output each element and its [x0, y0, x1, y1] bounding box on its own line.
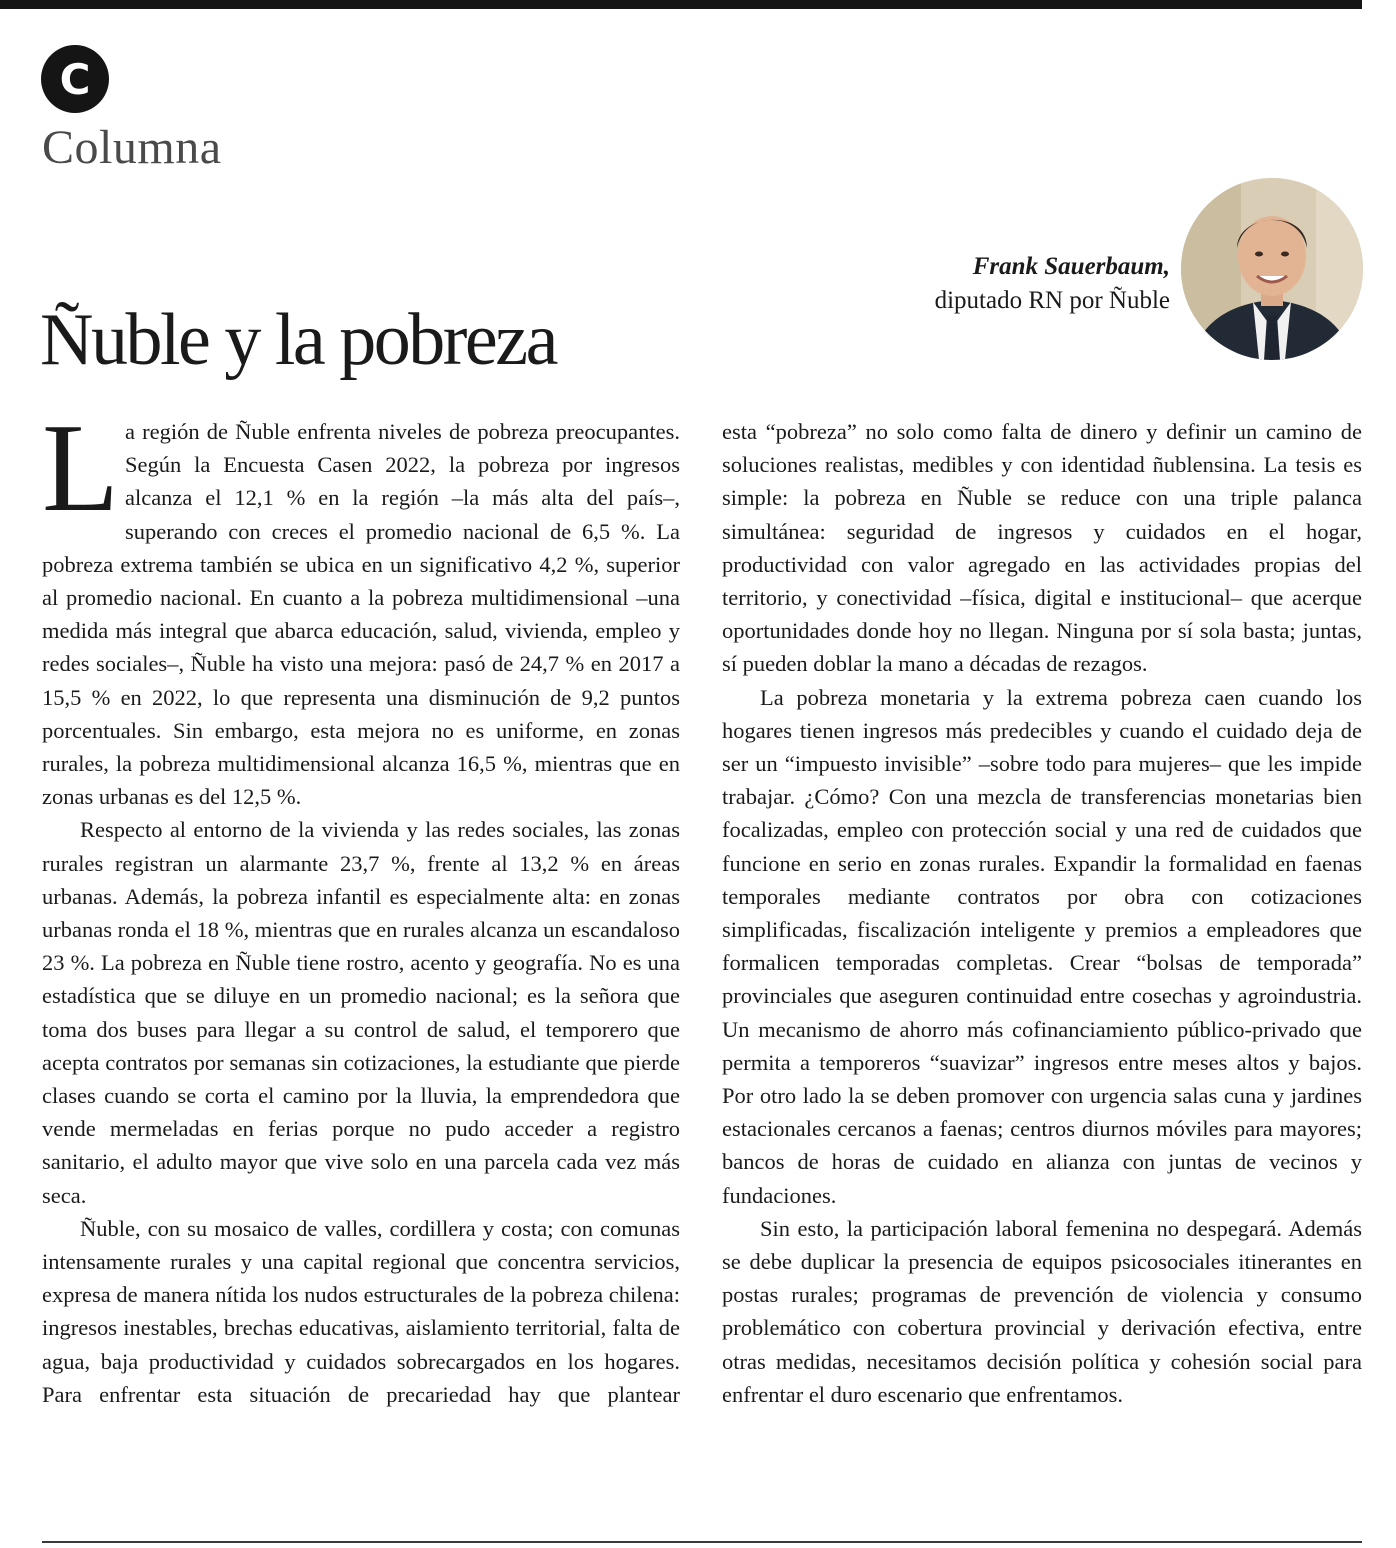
article-title: Ñuble y la pobreza — [40, 299, 556, 381]
paragraph: Sin esto, la participación laboral femenina no despegará. Además se debe duplicar la presencia de equipos psicosociales itinerantes en postas rurales; programas de prevención de violencia y consumo problemático con cobertura provincial y derivación efectiva, entre otras medidas, necesitamos decisión política y cohesión social para enfrentar el duro escenario que enfrentamos. — [722, 1215, 1362, 1407]
paragraph: La pobreza monetaria y la extrema pobreza caen cuando los hogares tienen ingresos más predecibles y cuando el cuidado deja de ser un “impuesto invisible” –sobre todo para mujeres– que les impide trabajar. ¿Cómo? Con una mezcla de transferencias monetarias bien focalizadas, empleo con protección social y una red de cuidados que funcione en serio en zonas rurales. Expandir la formalidad en faenas temporales mediante contratos por obra con cotizaciones simplificadas, fiscalización inteligente y premios a empleadores que formalicen temporadas completas. Crear “bolsas de temporada” provinciales que aseguren continuidad entre cosechas y agroindustria. Un mecanismo de ahorro más cofinanciamiento público-privado que permita a temporeros “suavizar” ingresos entre meses altos y bajos. Por otro lado la se deben promover con urgencia salas cuna y jardines estacionales cercanos a faenas; centros diurnos móviles para mayores; bancos de horas de cuidado en alianza con juntas de vecinos y fundaciones. — [722, 684, 1362, 1208]
author-photo — [1181, 178, 1363, 360]
article-column-left — [42, 399, 680, 1411]
paragraph-text: a región de Ñuble enfrenta niveles de pobreza preocupantes. Según la Encuesta Casen 2022, la pobreza por ingresos alcanza el 12,1 % en la región –la más alta del país–, superando con creces el promedio nacional de 6,5 %. La pobreza extrema también se ubica en un significativo 4,2 %, superior al promedio nacional. En cuanto a la pobreza multidimensional –una medida más integral que abarca educación, salud, vivienda, empleo y redes sociales–, Ñuble ha visto una mejora: pasó de 24,7 % en 2017 a 15,5 % en 2022, lo que representa una disminución de 9,2 puntos porcentuales. Sin embargo, esta mejora no es uniforme, en zonas rurales, la pobreza multidimensional alcanza 16,5 %, mientras que en zonas urbanas es del 12,5 %. — [42, 419, 680, 810]
author-portrait-image — [1181, 178, 1363, 360]
author-role: diputado RN por Ñuble — [934, 287, 1170, 314]
section-label: Columna — [42, 121, 222, 174]
article-column-right — [722, 415, 1362, 1411]
author-name: Frank Sauerbaum, — [972, 253, 1170, 280]
paragraph — [42, 399, 680, 813]
section-badge — [41, 45, 109, 113]
badge-letter: C — [59, 54, 91, 104]
top-rule — [0, 0, 1362, 9]
bottom-rule — [42, 1541, 1362, 1543]
drop-cap: L — [42, 399, 119, 538]
paragraph: esta “pobreza” no solo como falta de dinero y definir un camino de soluciones realistas, medibles y con identidad ñublensina. La tesis es simple: la pobreza en Ñuble se reduce con una triple palanca simultánea: seguridad de ingresos y cuidados en el hogar, productividad con valor agregado en las actividades propias del territorio, y conectividad –física, digital e institucional– que acerque oportunidades donde hoy no llegan. Ninguna por sí sola basta; juntas, sí pueden doblar la mano a décadas de rezagos. — [722, 419, 1362, 677]
paragraph: Respecto al entorno de la vivienda y las redes sociales, las zonas rurales registran un alarmante 23,7 %, frente al 13,2 % en áreas urbanas. Además, la pobreza infantil es especialmente alta: en zonas urbanas ronda el 18 %, mientras que en rurales alcanza un escandaloso 23 %. La pobreza en Ñuble tiene rostro, acento y geografía. No es una estadística que se diluye en un promedio nacional; es la señora que toma dos buses para llegar a su control de salud, el temporero que acepta contratos por semanas sin cotizaciones, la estudiante que pierde clases cuando se corta el camino por la lluvia, la emprendedora que vende mermeladas en ferias porque no pudo acceder a registro sanitario, el adulto mayor que vive solo en una parcela cada vez más seca. — [42, 817, 680, 1208]
byline — [935, 250, 1170, 318]
paragraph: Ñuble, con su mosaico de valles, cordillera y costa; con comunas intensamente rurales y una capital regional que concentra servicios, expresa de manera nítida los nudos estructurales de la pobreza chilena: ingresos inestables, brechas educativas, aislamiento territorial, falta de agua, baja productividad y cuidados sobrecargados en los hogares. Para enfrentar esta situación de precariedad hay que plantear — [42, 1215, 680, 1407]
